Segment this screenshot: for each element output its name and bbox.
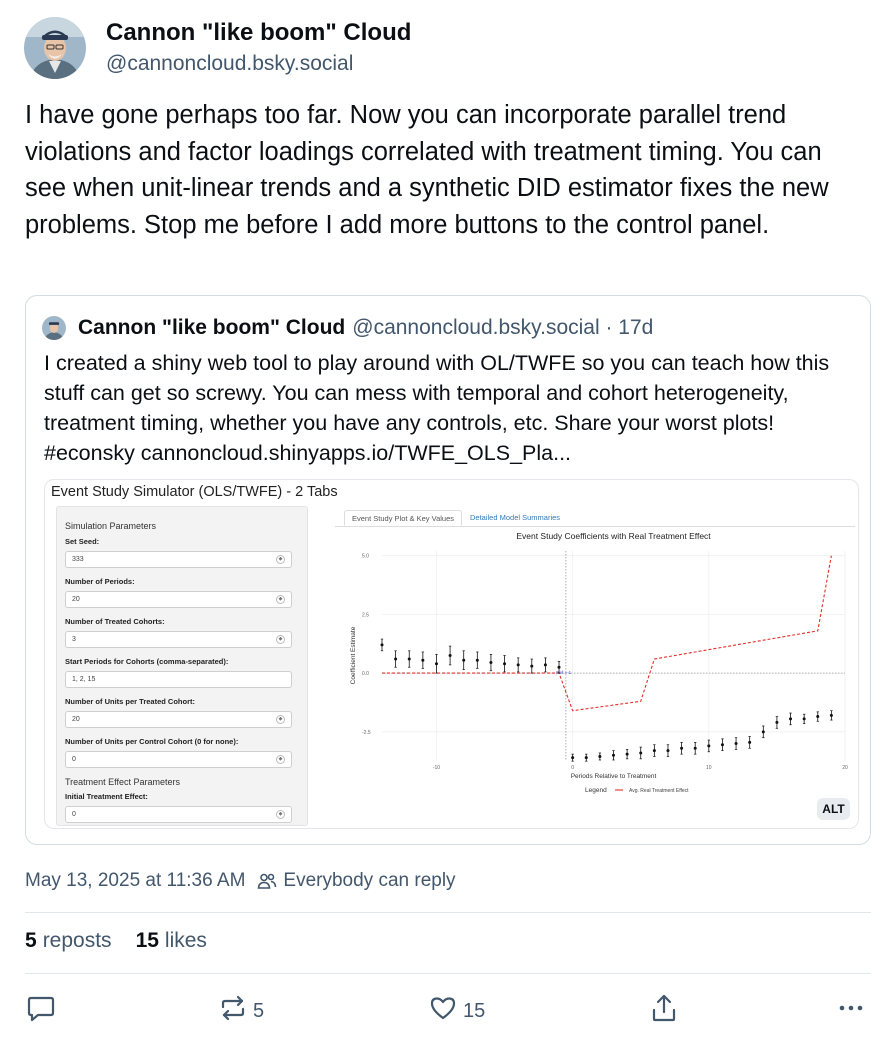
event-study-chart bbox=[335, 527, 855, 817]
repost-count: 5 bbox=[253, 999, 265, 1022]
coefficient-point bbox=[816, 715, 819, 718]
quote-image[interactable] bbox=[44, 479, 859, 829]
coefficient-point bbox=[381, 643, 384, 646]
y-tick-label: 5.0 bbox=[362, 553, 369, 560]
reply-setting: Everybody can reply bbox=[283, 870, 456, 891]
quote-header bbox=[42, 314, 653, 342]
field-label: Number of Periods: bbox=[65, 577, 135, 586]
post-header bbox=[24, 16, 411, 80]
x-tick-label: -10 bbox=[432, 765, 441, 771]
alt-text-button[interactable]: ALT bbox=[817, 798, 850, 820]
action-bar bbox=[25, 993, 871, 1025]
coefficient-point bbox=[639, 751, 642, 754]
field-label: Number of Units per Control Cohort (0 for none): bbox=[65, 737, 239, 746]
more-options-icon bbox=[837, 995, 865, 1027]
cohorts-input: 3 ◆ bbox=[65, 631, 292, 648]
coefficient-point bbox=[694, 747, 697, 750]
x-axis-label: Periods Relative to Treatment bbox=[570, 773, 657, 780]
spinner-icon: ◆ bbox=[276, 595, 285, 604]
coefficient-point bbox=[762, 730, 765, 733]
repost-button[interactable] bbox=[219, 994, 264, 1028]
coefficient-point bbox=[421, 659, 424, 662]
coefficient-point bbox=[612, 754, 615, 757]
likes-stat[interactable] bbox=[136, 929, 207, 953]
coefficient-point bbox=[517, 663, 520, 666]
coefficient-point bbox=[571, 756, 574, 759]
divider bbox=[25, 973, 871, 974]
reposts-label: reposts bbox=[42, 929, 112, 952]
x-tick-label: 0 bbox=[571, 765, 575, 771]
coefficient-point bbox=[653, 749, 656, 752]
coefficient-point bbox=[803, 717, 806, 720]
app-title: Event Study Simulator (OLS/TWFE) - 2 Tabs bbox=[51, 484, 338, 500]
coefficient-point bbox=[721, 743, 724, 746]
coefficient-point bbox=[598, 755, 601, 758]
coefficient-point bbox=[626, 753, 629, 756]
field-label: Set Seed: bbox=[65, 537, 100, 546]
spinner-icon: ◆ bbox=[276, 755, 285, 764]
section-simulation-parameters: Simulation Parameters bbox=[65, 521, 157, 531]
coefficient-point bbox=[476, 659, 479, 662]
quote-author-name: Cannon "like boom" Cloud bbox=[78, 316, 346, 339]
coefficient-point bbox=[530, 665, 533, 668]
author-handle[interactable]: @cannoncloud.bsky.social bbox=[106, 52, 354, 75]
post-timestamp[interactable]: May 13, 2025 at 11:36 AM bbox=[25, 870, 246, 891]
initial-effect-input: 0 ◆ bbox=[65, 806, 292, 823]
control-panel bbox=[56, 506, 308, 826]
legend-entry: Avg. Real Treatment Effect bbox=[629, 788, 689, 794]
coefficient-point bbox=[408, 658, 411, 661]
coefficient-point bbox=[666, 749, 669, 752]
quoted-post[interactable] bbox=[25, 295, 871, 845]
tab-event-study-plot: Event Study Plot & Key Values bbox=[344, 510, 462, 526]
more-button[interactable] bbox=[837, 995, 865, 1027]
real-treatment-effect-line bbox=[382, 556, 831, 711]
coefficient-point bbox=[435, 662, 438, 665]
coefficient-point bbox=[394, 658, 397, 661]
control-units-input: 0 ◆ bbox=[65, 751, 292, 768]
treated-units-input: 20 ◆ bbox=[65, 711, 292, 728]
coefficient-point bbox=[775, 721, 778, 724]
coefficient-point bbox=[489, 661, 492, 664]
x-tick-label: 20 bbox=[842, 765, 848, 771]
y-tick-label: 2.5 bbox=[362, 612, 369, 619]
legend-title: Legend bbox=[585, 787, 607, 794]
repost-icon bbox=[219, 994, 247, 1028]
coefficient-point bbox=[748, 741, 751, 744]
coefficient-point bbox=[830, 714, 833, 717]
share-button[interactable] bbox=[650, 993, 678, 1029]
start-periods-input: 1, 2, 15 bbox=[65, 671, 292, 688]
periods-input: 20 ◆ bbox=[65, 591, 292, 608]
engagement-stats bbox=[25, 929, 207, 953]
coefficient-point bbox=[585, 756, 588, 759]
spinner-icon: ◆ bbox=[276, 715, 285, 724]
tab-model-summaries: Detailed Model Summaries bbox=[470, 513, 561, 522]
share-icon bbox=[650, 993, 678, 1029]
reposts-count: 5 bbox=[25, 929, 37, 952]
x-tick-label: 10 bbox=[706, 765, 712, 771]
section-treatment-parameters: Treatment Effect Parameters bbox=[65, 777, 181, 787]
post-text: I have gone perhaps too far. Now you can incorporate parallel trend violations and factor loadings correlated with treatment timing. You can see when unit-linear trends and a synthetic DID estimator fixes the new problems. Stop me before I add more buttons to the control panel. bbox=[25, 101, 829, 239]
quote-author-avatar bbox=[42, 316, 66, 340]
y-tick-label: -2.5 bbox=[362, 729, 371, 736]
like-button[interactable] bbox=[429, 994, 485, 1028]
reply-button[interactable] bbox=[27, 996, 55, 1028]
reference-label: Ref.=-1 bbox=[556, 670, 572, 676]
y-tick-label: 0.0 bbox=[362, 671, 369, 678]
field-label: Initial Treatment Effect: bbox=[65, 792, 148, 801]
coefficient-point bbox=[503, 662, 506, 665]
coefficient-point bbox=[735, 742, 738, 745]
field-label: Start Periods for Cohorts (comma-separated): bbox=[65, 657, 229, 666]
people-icon bbox=[257, 871, 277, 891]
likes-count: 15 bbox=[135, 929, 159, 952]
divider bbox=[25, 912, 871, 913]
coefficient-point bbox=[558, 666, 561, 669]
author-avatar[interactable] bbox=[24, 17, 86, 79]
seed-input: 333 ◆ bbox=[65, 551, 292, 568]
heart-icon bbox=[429, 994, 457, 1028]
coefficient-point bbox=[789, 717, 792, 720]
field-label: Number of Treated Cohorts: bbox=[65, 617, 165, 626]
spinner-icon: ◆ bbox=[276, 635, 285, 644]
reposts-stat[interactable] bbox=[25, 929, 112, 953]
chart-title: Event Study Coefficients with Real Treatment Effect bbox=[516, 531, 711, 541]
author-name[interactable]: Cannon "like boom" Cloud bbox=[106, 19, 412, 46]
reply-icon bbox=[27, 996, 55, 1028]
spinner-icon: ◆ bbox=[276, 555, 285, 564]
spinner-icon: ◆ bbox=[276, 810, 285, 819]
coefficient-point bbox=[707, 744, 710, 747]
coefficient-point bbox=[680, 747, 683, 750]
likes-label: likes bbox=[164, 929, 207, 952]
coefficient-point bbox=[449, 654, 452, 657]
coefficient-point bbox=[544, 663, 547, 666]
post-meta bbox=[25, 870, 456, 892]
field-label: Number of Units per Treated Cohort: bbox=[65, 697, 196, 706]
coefficient-point bbox=[462, 659, 465, 662]
like-count: 15 bbox=[463, 999, 486, 1022]
y-axis-label: Coefficient Estimate bbox=[350, 626, 357, 685]
quote-author-handle: @cannoncloud.bsky.social · 17d bbox=[352, 316, 654, 339]
quote-text: I created a shiny web tool to play around with OL/TWFE so you can teach how this stuff can get so screwy. You can mess with temporal and cohort heterogeneity, treatment timing, whether you have any controls, etc. Share your worst plots! #econsky cannoncloud.shinyapps.io/TWFE_OLS_Pla... bbox=[44, 351, 830, 465]
